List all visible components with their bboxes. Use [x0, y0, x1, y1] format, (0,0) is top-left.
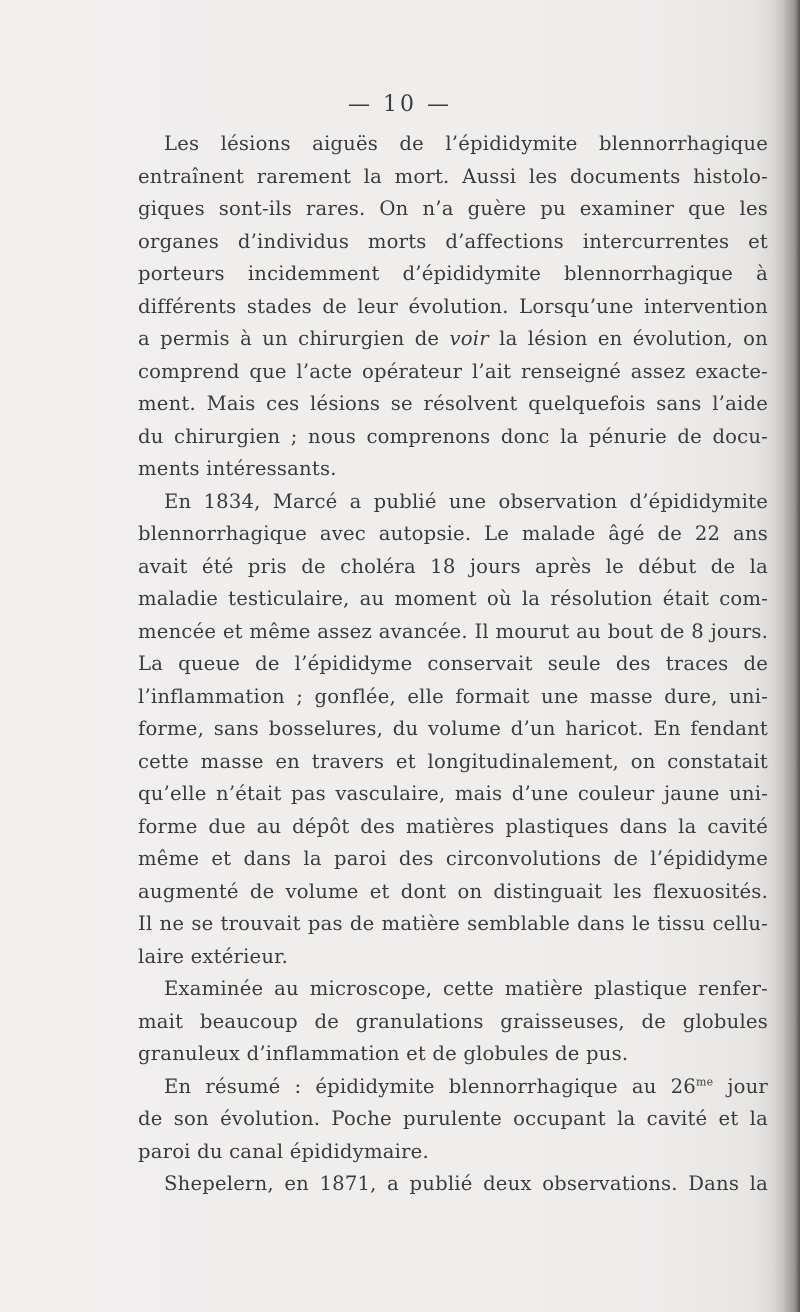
- text-line: ment. Mais ces lésions se résolvent quelquefois sans l’aide: [138, 392, 768, 415]
- text-line: Shepelern, en 1871, a publié deux observations. Dans la: [164, 1172, 768, 1195]
- text-line: mencée et même assez avancée. Il mourut au bout de 8 jours.: [138, 619, 768, 643]
- text-line: Examinée au microscope, cette matière plastique renfer-: [164, 977, 768, 1000]
- text-line: Les lésions aiguës de l’épididymite blennorrhagique: [164, 132, 768, 155]
- binding-shadow: [772, 0, 800, 1312]
- text-line: cette masse en travers et longitudinalement, on constatait: [138, 749, 768, 773]
- text-line: porteurs incidemment d’épididymite blennorrhagique à: [138, 262, 768, 285]
- text-line: organes d’individus morts d’affections intercurrentes et: [138, 229, 768, 253]
- italic-word: voir: [449, 327, 489, 350]
- text-line: paroi du canal épididymaire.: [138, 1139, 429, 1163]
- text-line: giques sont-ils rares. On n’a guère pu examiner que les: [138, 197, 768, 220]
- text-segment: a permis à un chirurgien de: [138, 327, 450, 350]
- text-line: La queue de l’épididyme conservait seule des traces de: [138, 652, 768, 675]
- text-line: qu’elle n’était pas vasculaire, mais d’une couleur jaune uni-: [138, 782, 768, 805]
- text-line: de son évolution. Poche purulente occupant la cavité et la: [138, 1107, 768, 1130]
- text-line: [138, 323, 768, 356]
- text-line: forme due au dépôt des matières plastiques dans la cavité: [138, 814, 768, 838]
- text-line: blennorrhagique avec autopsie. Le malade âgé de 22 ans: [138, 522, 768, 545]
- text-segment: jour: [713, 1074, 769, 1098]
- text-line: granuleux d’inflammation et de globules de pus.: [138, 1042, 629, 1065]
- text-line: l’inflammation ; gonflée, elle formait une masse dure, uni-: [138, 684, 768, 708]
- body-text: [138, 128, 768, 1201]
- superscript: me: [695, 1074, 714, 1088]
- text-line: entraînent rarement la mort. Aussi les documents histolo-: [138, 164, 768, 188]
- text-line: différents stades de leur évolution. Lorsqu’une intervention: [138, 294, 768, 318]
- text-segment: En résumé : épididymite blennorrhagique au 26: [164, 1074, 696, 1098]
- text-line: ments intéressants.: [138, 457, 337, 480]
- text-line: maladie testiculaire, au moment où la résolution était com-: [138, 587, 768, 610]
- text-line: du chirurgien ; nous comprenons donc la pénurie de docu-: [138, 424, 768, 448]
- text-line: [138, 1071, 768, 1104]
- text-line: forme, sans bosselures, du volume d’un haricot. En fendant: [138, 717, 768, 740]
- text-line: même et dans la paroi des circonvolutions de l’épididyme: [138, 847, 768, 870]
- text-line: Il ne se trouvait pas de matière semblable dans le tissu cellu-: [138, 912, 768, 935]
- text-line: avait été pris de choléra 18 jours après le début de la: [138, 554, 768, 578]
- text-segment: la lésion en évolution, on: [488, 327, 768, 350]
- text-line: mait beaucoup de granulations graisseuses, de globules: [138, 1009, 768, 1033]
- text-line: comprend que l’acte opérateur l’ait renseigné assez exacte-: [138, 359, 768, 383]
- page-number: — 10 —: [348, 92, 452, 117]
- text-line: En 1834, Marcé a publié une observation d’épididymite: [164, 489, 768, 513]
- text-line: laire extérieur.: [138, 944, 289, 968]
- text-line: augmenté de volume et dont on distinguait les flexuosités.: [138, 879, 768, 903]
